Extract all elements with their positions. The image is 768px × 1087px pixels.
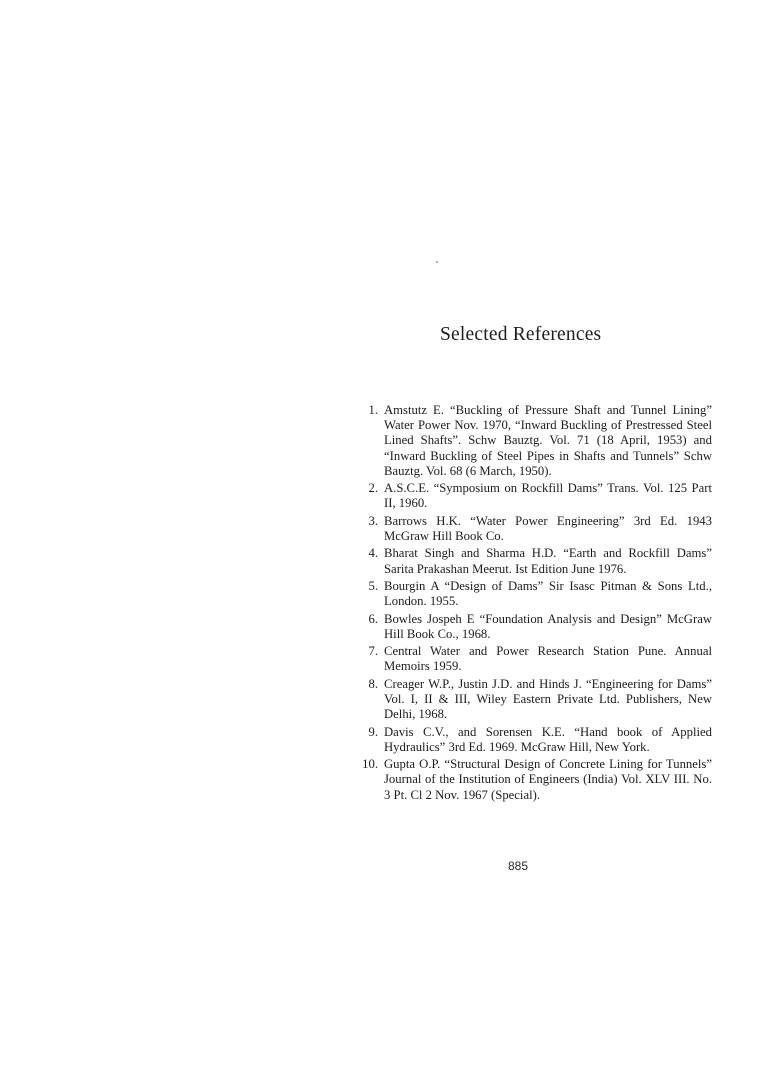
reference-text: Bourgin A “Design of Dams” Sir Isasc Pitman & Sons Ltd., London. 1955. [384, 578, 712, 609]
reference-text: Gupta O.P. “Structural Design of Concrete Lining for Tunnels” Journal of the Institution of Engineers (India) Vol. XLV III. No. 3 Pt. Cl 2 Nov. 1967 (Special). [384, 757, 712, 802]
reference-item [346, 757, 712, 803]
reference-item [346, 612, 712, 642]
scan-speck [436, 261, 438, 263]
reference-item [346, 644, 712, 674]
reference-text: Central Water and Power Research Station Pune. Annual Memoirs 1959. [384, 644, 712, 674]
reference-number: 6. [368, 611, 378, 626]
page-number: 885 [508, 859, 529, 873]
reference-text: Amstutz E. “Buckling of Pressure Shaft and Tunnel Lining” Water Power Nov. 1970, “Inward Buckling of Prestressed Steel Lined Shafts”. Schw Bauztg. Vol. 71 (18 April, 1953) and “Inward Buckling of Steel Pipes in Shafts and Tunnels” Schw Bauztg. Vol. 68 (6 March, 1950). [384, 403, 712, 478]
page-title: Selected References [440, 324, 602, 345]
reference-item [346, 514, 712, 544]
reference-text: Barrows H.K. “Water Power Engineering” 3rd Ed. 1943 McGraw Hill Book Co. [384, 513, 712, 543]
reference-number: 10. [362, 757, 378, 772]
reference-number: 7. [368, 644, 378, 659]
reference-number: 3. [368, 513, 378, 528]
reference-text: A.S.C.E. “Symposium on Rockfill Dams” Trans. Vol. 125 Part II, 1960. [384, 481, 712, 511]
reference-item [346, 481, 712, 511]
reference-number: 1. [368, 403, 378, 417]
reference-item [346, 546, 712, 576]
reference-text: Bowles Jospeh E “Foundation Analysis and Design” McGraw Hill Book Co., 1968. [384, 611, 712, 641]
reference-number: 9. [368, 724, 378, 739]
reference-item [346, 403, 712, 479]
reference-text: Bharat Singh and Sharma H.D. “Earth and Rockfill Dams” Sarita Prakashan Meerut. Ist Edition June 1976. [384, 546, 712, 576]
reference-item [346, 579, 712, 609]
reference-number: 8. [368, 676, 378, 691]
reference-number: 4. [368, 546, 378, 561]
reference-number: 5. [368, 578, 378, 593]
reference-item [346, 677, 712, 723]
reference-item [346, 725, 712, 755]
reference-text: Davis C.V., and Sorensen K.E. “Hand book of Applied Hydraulics” 3rd Ed. 1969. McGraw Hill, New York. [384, 724, 712, 754]
reference-list [346, 403, 712, 805]
reference-text: Creager W.P., Justin J.D. and Hinds J. “Engineering for Dams” Vol. I, II & III, Wiley Eastern Private Ltd. Publishers, New Delhi, 1968. [384, 676, 712, 722]
reference-number: 2. [368, 481, 378, 496]
